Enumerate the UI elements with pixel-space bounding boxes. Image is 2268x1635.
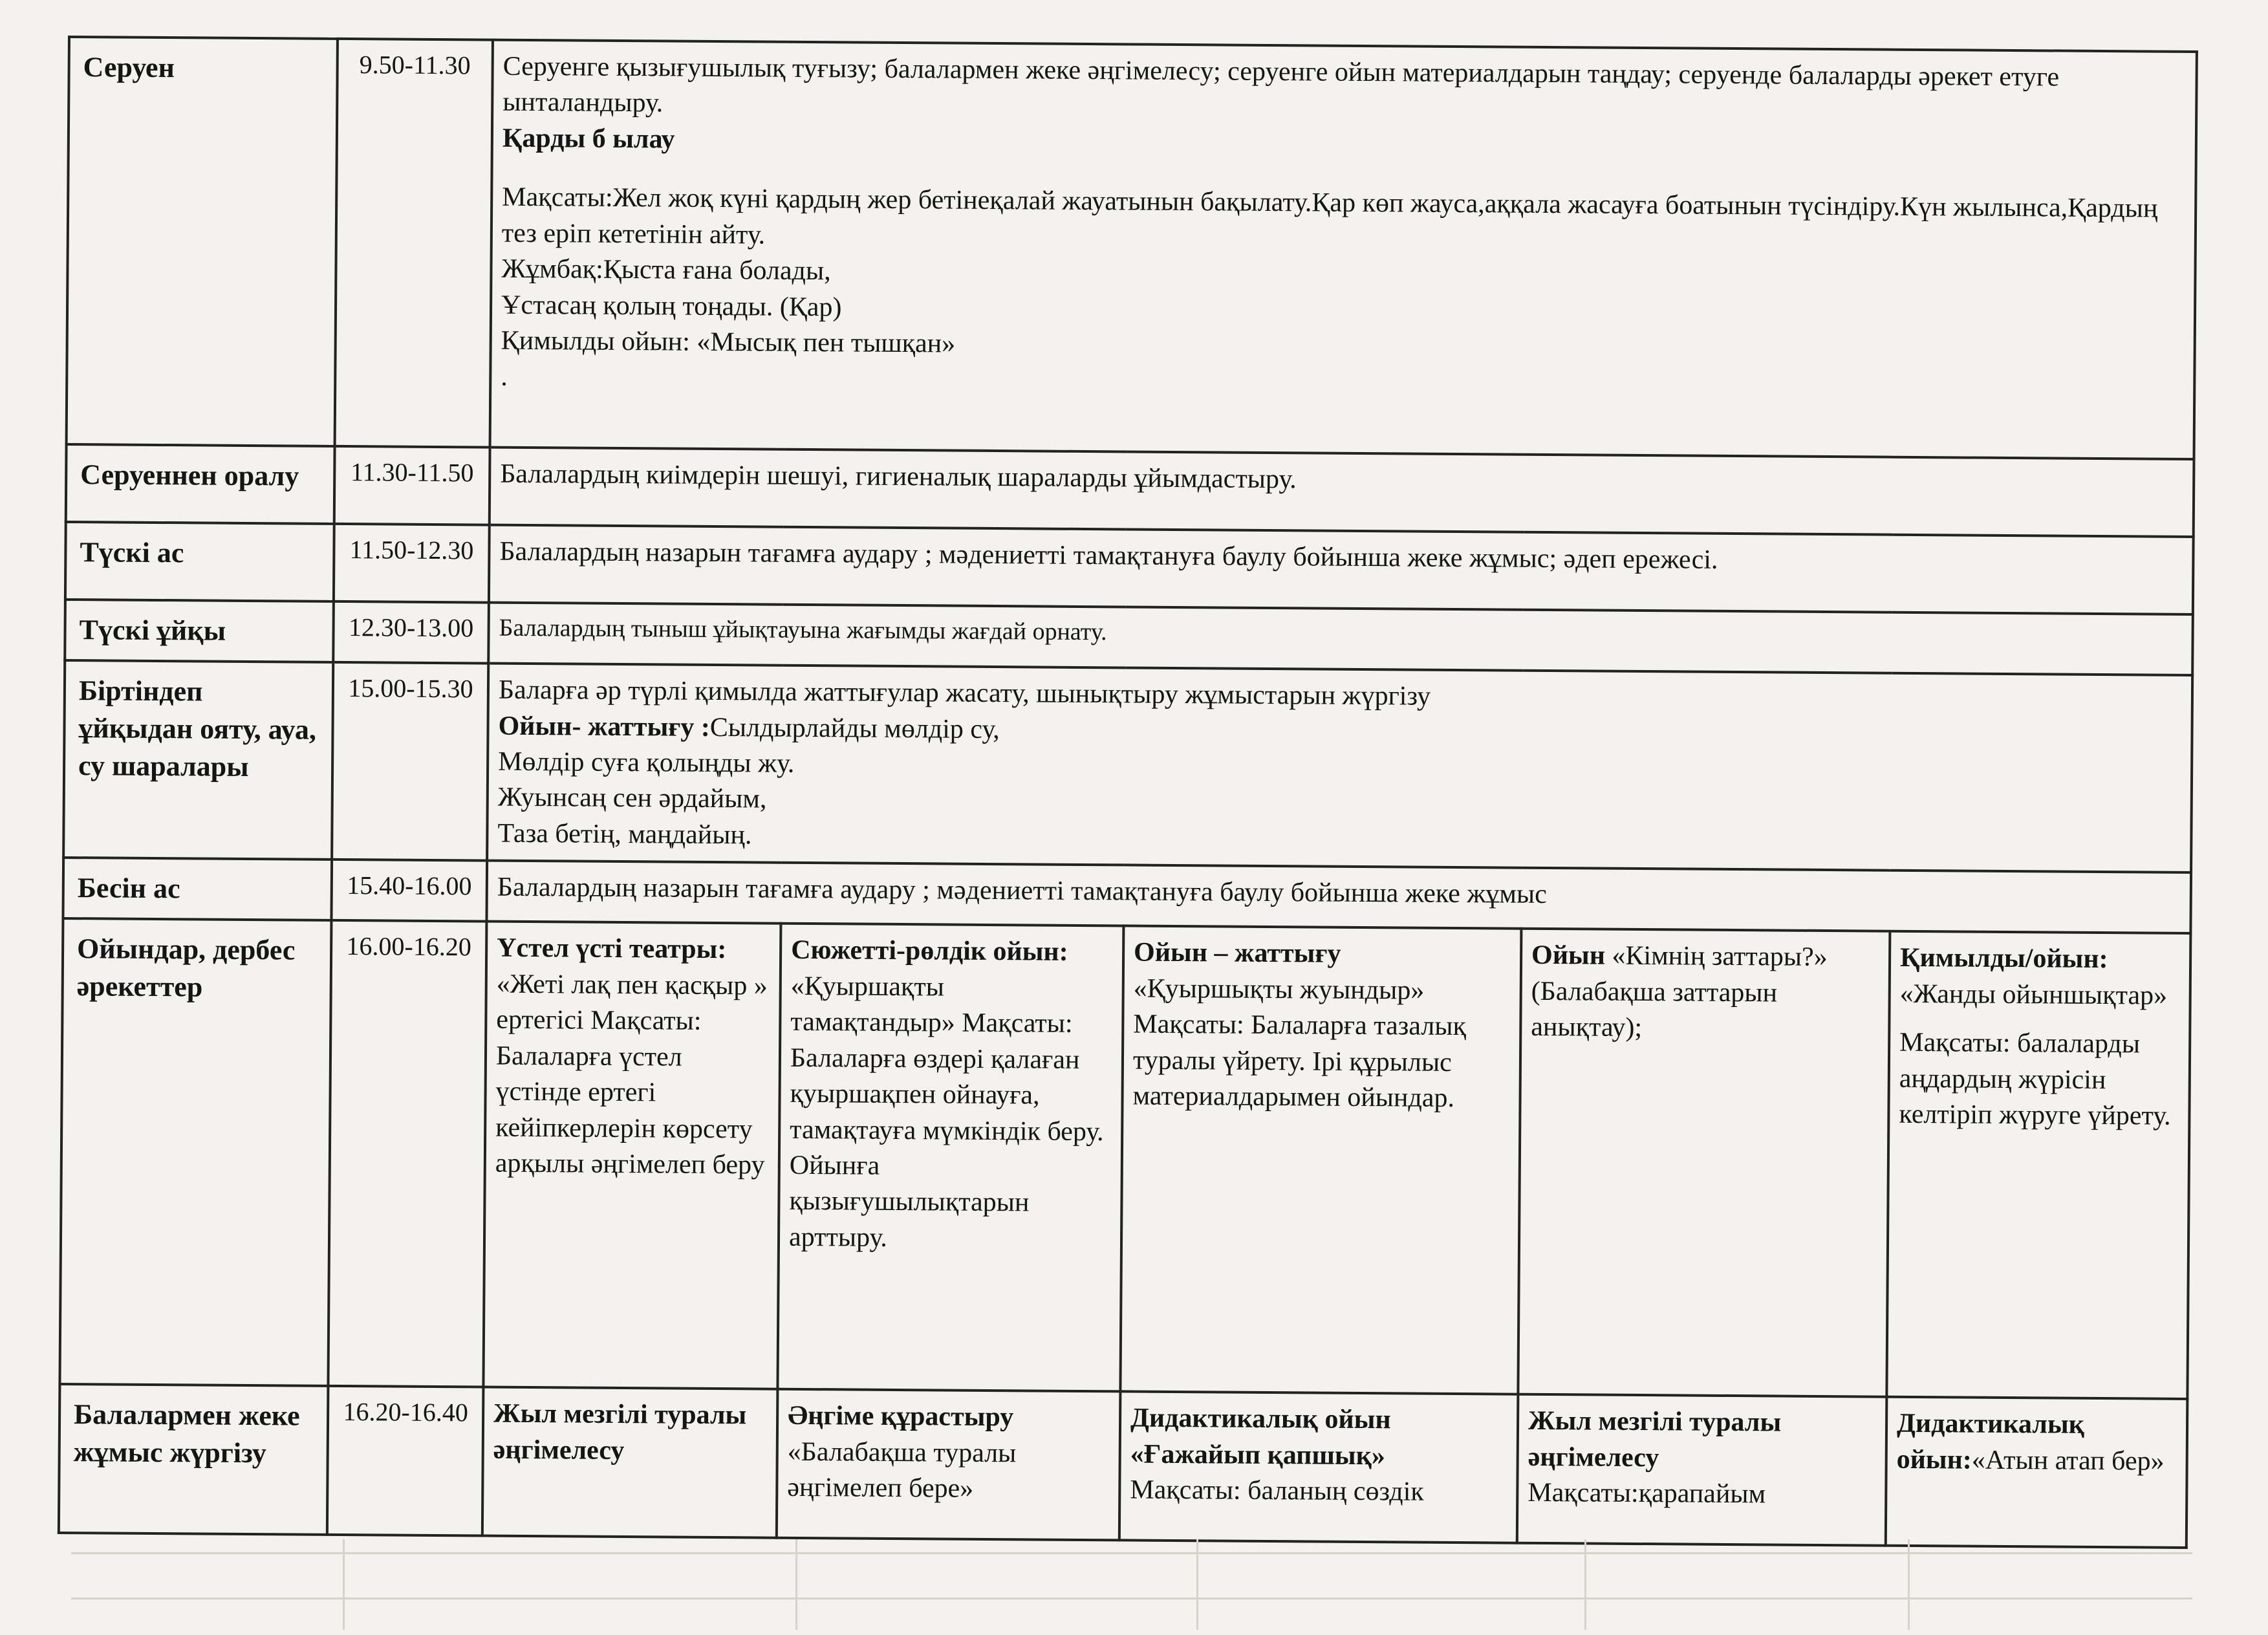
- return-time: 11.30-11.50: [334, 446, 490, 525]
- individual-time: 16.20-16.40: [327, 1386, 484, 1536]
- walk-riddle-2: Ұстасаң қолың тоңады. (Қар): [501, 290, 842, 322]
- individual-c5-text: «Атын атап бер»: [1971, 1445, 2165, 1477]
- games-c2-text: «Қуыршақты тамақтандыр» Мақсаты: Балаларға өздері қалаған қуыршақпен ойнауға, тамақтауға мүмкіндік беру. Ойынға қызығушылықтарын арттыру.: [788, 971, 1104, 1253]
- individual-c2-title: Әңгіме құрастыру: [787, 1401, 1014, 1433]
- walk-time: 9.50-11.30: [335, 39, 493, 448]
- row-games: [59, 918, 2190, 1399]
- games-c4-title: Ойын: [1531, 940, 1606, 971]
- individual-c4-title: Жыл мезгілі туралы әңгімелесу: [1528, 1406, 1782, 1473]
- games-c5-goal: Мақсаты: балаларды аңдардың жүрісін келтіріп жүруге үйрету.: [1899, 1028, 2171, 1131]
- walk-heading: Қарды б ылау: [502, 123, 675, 155]
- games-col-1: [483, 922, 781, 1389]
- wake-verse-4: Таза бетің, маңдайың.: [497, 818, 752, 850]
- walk-content: [490, 40, 2197, 459]
- individual-col-1: [482, 1387, 778, 1538]
- games-col-5: [1886, 931, 2190, 1399]
- individual-c3-text: Мақсаты: баланың сөздік: [1130, 1475, 1424, 1507]
- wake-content: [487, 664, 2192, 873]
- lunch-text: Балалардың назарын тағамға аудару ; мәдениетті тамақтануға баулу бойынша жеке жұмыс; әдеп ережесі.: [489, 525, 2194, 614]
- wake-intro: Баларға әр түрлі қимылда жаттығулар жасату, шынықтыру жұмыстарын жүргізу: [498, 675, 1431, 711]
- row-lunch: [65, 522, 2194, 614]
- wake-verse-3: Жуынсаң сен әрдайым,: [497, 783, 767, 814]
- daily-schedule-table: [58, 36, 2198, 1549]
- walk-label: Серуен: [67, 37, 338, 446]
- bleed-through-lines: [71, 1539, 2192, 1630]
- lunch-label: Түскі ас: [65, 522, 334, 601]
- individual-c4-text: Мақсаты:қарапайым: [1528, 1478, 1766, 1510]
- wake-label: Біртіндеп ұйқыдан ояту, ауа, су шаралары: [63, 660, 333, 860]
- walk-game: Қимылды ойын: «Мысық пен тышқан»: [501, 325, 956, 359]
- individual-c5-line: [1897, 1406, 2177, 1480]
- walk-riddle-1: Жұмбақ:Қыста ғана болады,: [501, 254, 831, 287]
- games-c1-text: «Жеті лақ пен қасқыр » ертегісі Мақсаты: Балаларға үстел үстінде ертегі кейіпкерлерін көрсету арқылы әңгімелеп беру: [495, 969, 768, 1180]
- return-text: Балалардың киімдерін шешуі, гигиеналық шараларды ұйымдастыру.: [490, 448, 2194, 537]
- nap-text: Балалардың тыныш ұйықтауына жағымды жағдай орнату.: [488, 603, 2193, 675]
- wake-time: 15.00-15.30: [332, 662, 488, 861]
- individual-c5-title: Дидактикалық ойын:: [1896, 1409, 2085, 1475]
- games-col-3: [1120, 926, 1521, 1394]
- individual-c3-title: Дидактикалық ойын «Ғажайып қапшық»: [1130, 1403, 1391, 1471]
- snack-text: Балалардың назарын тағамға аудару ; мәдениетті тамақтануға баулу бойынша жеке жұмыс: [486, 861, 2191, 933]
- individual-c2-text: «Балабақша туралы әңгімелеп бере»: [787, 1436, 1017, 1504]
- games-time: 16.00-16.20: [328, 920, 486, 1387]
- snack-time: 15.40-16.00: [331, 860, 487, 922]
- games-c3-text: «Қуыршықты жуындыр» Мақсаты: Балаларға тазалық туралы үйрету. Ірі құрылыс материалдарымен ойындар.: [1132, 973, 1467, 1114]
- games-col-2: [777, 924, 1123, 1392]
- games-col-4: [1518, 929, 1890, 1397]
- walk-dot: .: [501, 362, 508, 392]
- games-c3-title: Ойын – жаттығу: [1133, 937, 1341, 969]
- nap-label: Түскі ұйқы: [65, 600, 334, 662]
- row-return: [66, 444, 2194, 537]
- games-c4-line: [1531, 938, 1879, 1048]
- row-individual: [59, 1384, 2188, 1548]
- schedule-page: [58, 36, 2196, 1538]
- snack-label: Бесін ас: [63, 858, 332, 920]
- row-walk: [67, 37, 2197, 459]
- individual-col-2: [777, 1389, 1121, 1541]
- games-c5-title: Қимылды/ойын:: [1899, 943, 2108, 975]
- games-c2-title: Сюжетті-рөлдік ойын:: [790, 935, 1068, 968]
- individual-c1-title: Жыл мезгілі туралы әңгімелесу: [493, 1398, 747, 1466]
- games-c1-title: Үстел үсті театры:: [497, 933, 727, 965]
- games-c4-text: «Кімнің заттары?» (Балабақша заттарын анықтау);: [1531, 941, 1828, 1043]
- wake-verse-2: Мөлдір суға қолыңды жу.: [498, 746, 795, 779]
- walk-intro: Серуенге қызығушылық туғызу; балалармен жеке әңгімелесу; серуенге ойын материалдарын таңдау; серуенде балаларды әрекет етуге ынталандыру.: [502, 51, 2060, 118]
- wake-game-text: Сылдырлайды мөлдір су,: [709, 712, 1000, 744]
- nap-time: 12.30-13.00: [333, 601, 489, 664]
- wake-game-label: Ойын- жаттығу :: [498, 711, 711, 742]
- walk-goal: Мақсаты:Жел жоқ күні қардың жер бетінеқалай жауатынын бақылату.Қар көп жауса,аққала жасауға боатынын түсіндіру.Күн жылынса,Қардың тез еріп кететінін айту.: [501, 182, 2158, 250]
- games-c5-text: «Жанды ойыншықтар»: [1899, 979, 2168, 1011]
- lunch-time: 11.50-12.30: [334, 524, 490, 603]
- return-label: Серуеннен оралу: [66, 444, 335, 524]
- row-wake: [63, 660, 2192, 872]
- games-label: Ойындар, дербес әрекеттер: [59, 918, 331, 1386]
- individual-label: Балалармен жеке жұмыс жүргізу: [59, 1384, 329, 1535]
- individual-col-3: [1119, 1392, 1518, 1543]
- individual-col-4: [1517, 1394, 1887, 1546]
- individual-col-5: [1886, 1397, 2188, 1548]
